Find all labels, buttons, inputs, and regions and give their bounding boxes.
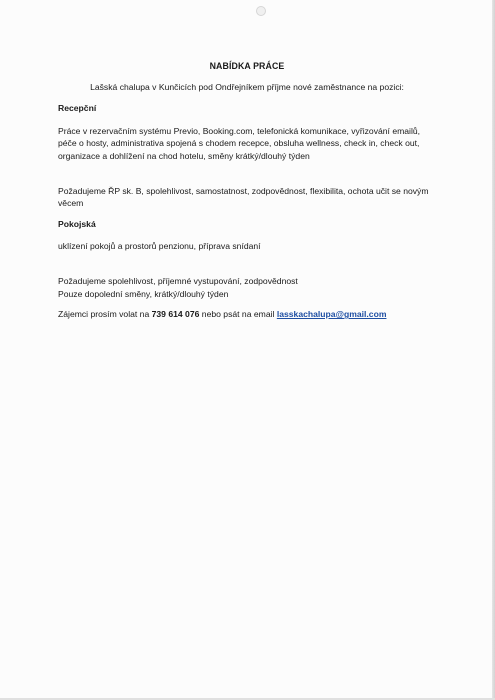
scan-artifact — [256, 6, 266, 16]
pokojska-requirements — [58, 275, 436, 300]
contact-middle: nebo psát na email — [199, 309, 277, 320]
pokojska-duties: uklízení pokojů a prostorů penzionu, příprava snídaní — [58, 241, 261, 252]
intro-text: Lašská chalupa v Kunčicích pod Ondřejníkem příjme nové zaměstnance na pozici: — [90, 81, 404, 92]
pokojska-requirements-line-2: Pouze dopolední směny, krátký/dlouhý týden — [58, 288, 229, 299]
document-body — [58, 60, 436, 321]
contact-prefix: Zájemci prosím volat na — [58, 309, 152, 320]
section-heading-recepcni: Recepční — [58, 103, 97, 114]
recepcni-requirements: Požadujeme ŘP sk. B, spolehlivost, samostatnost, zodpovědnost, flexibilita, ochota učit se novým věcem — [58, 185, 429, 209]
pokojska-requirements-line-1: Požadujeme spolehlivost, příjemné vystupování, zodpovědnost — [58, 275, 298, 286]
contact-line — [58, 308, 436, 321]
recepcni-duties: Práce v rezervačním systému Previo, Booking.com, telefonická komunikace, vyřizování emailů, péče o hosty, administrativa spojená s chodem recepce, obsluha wellness, check in, check out, organizace a dohlížení na chod hotelu, směny krátký/dlouhý týden — [58, 125, 421, 161]
section-heading-pokojska: Pokojská — [58, 218, 96, 229]
contact-email-link[interactable]: lasskachalupa@gmail.com — [276, 309, 387, 320]
contact-phone[interactable]: 739 614 076 — [151, 309, 200, 320]
document-title: NABÍDKA PRÁCE — [209, 61, 285, 71]
